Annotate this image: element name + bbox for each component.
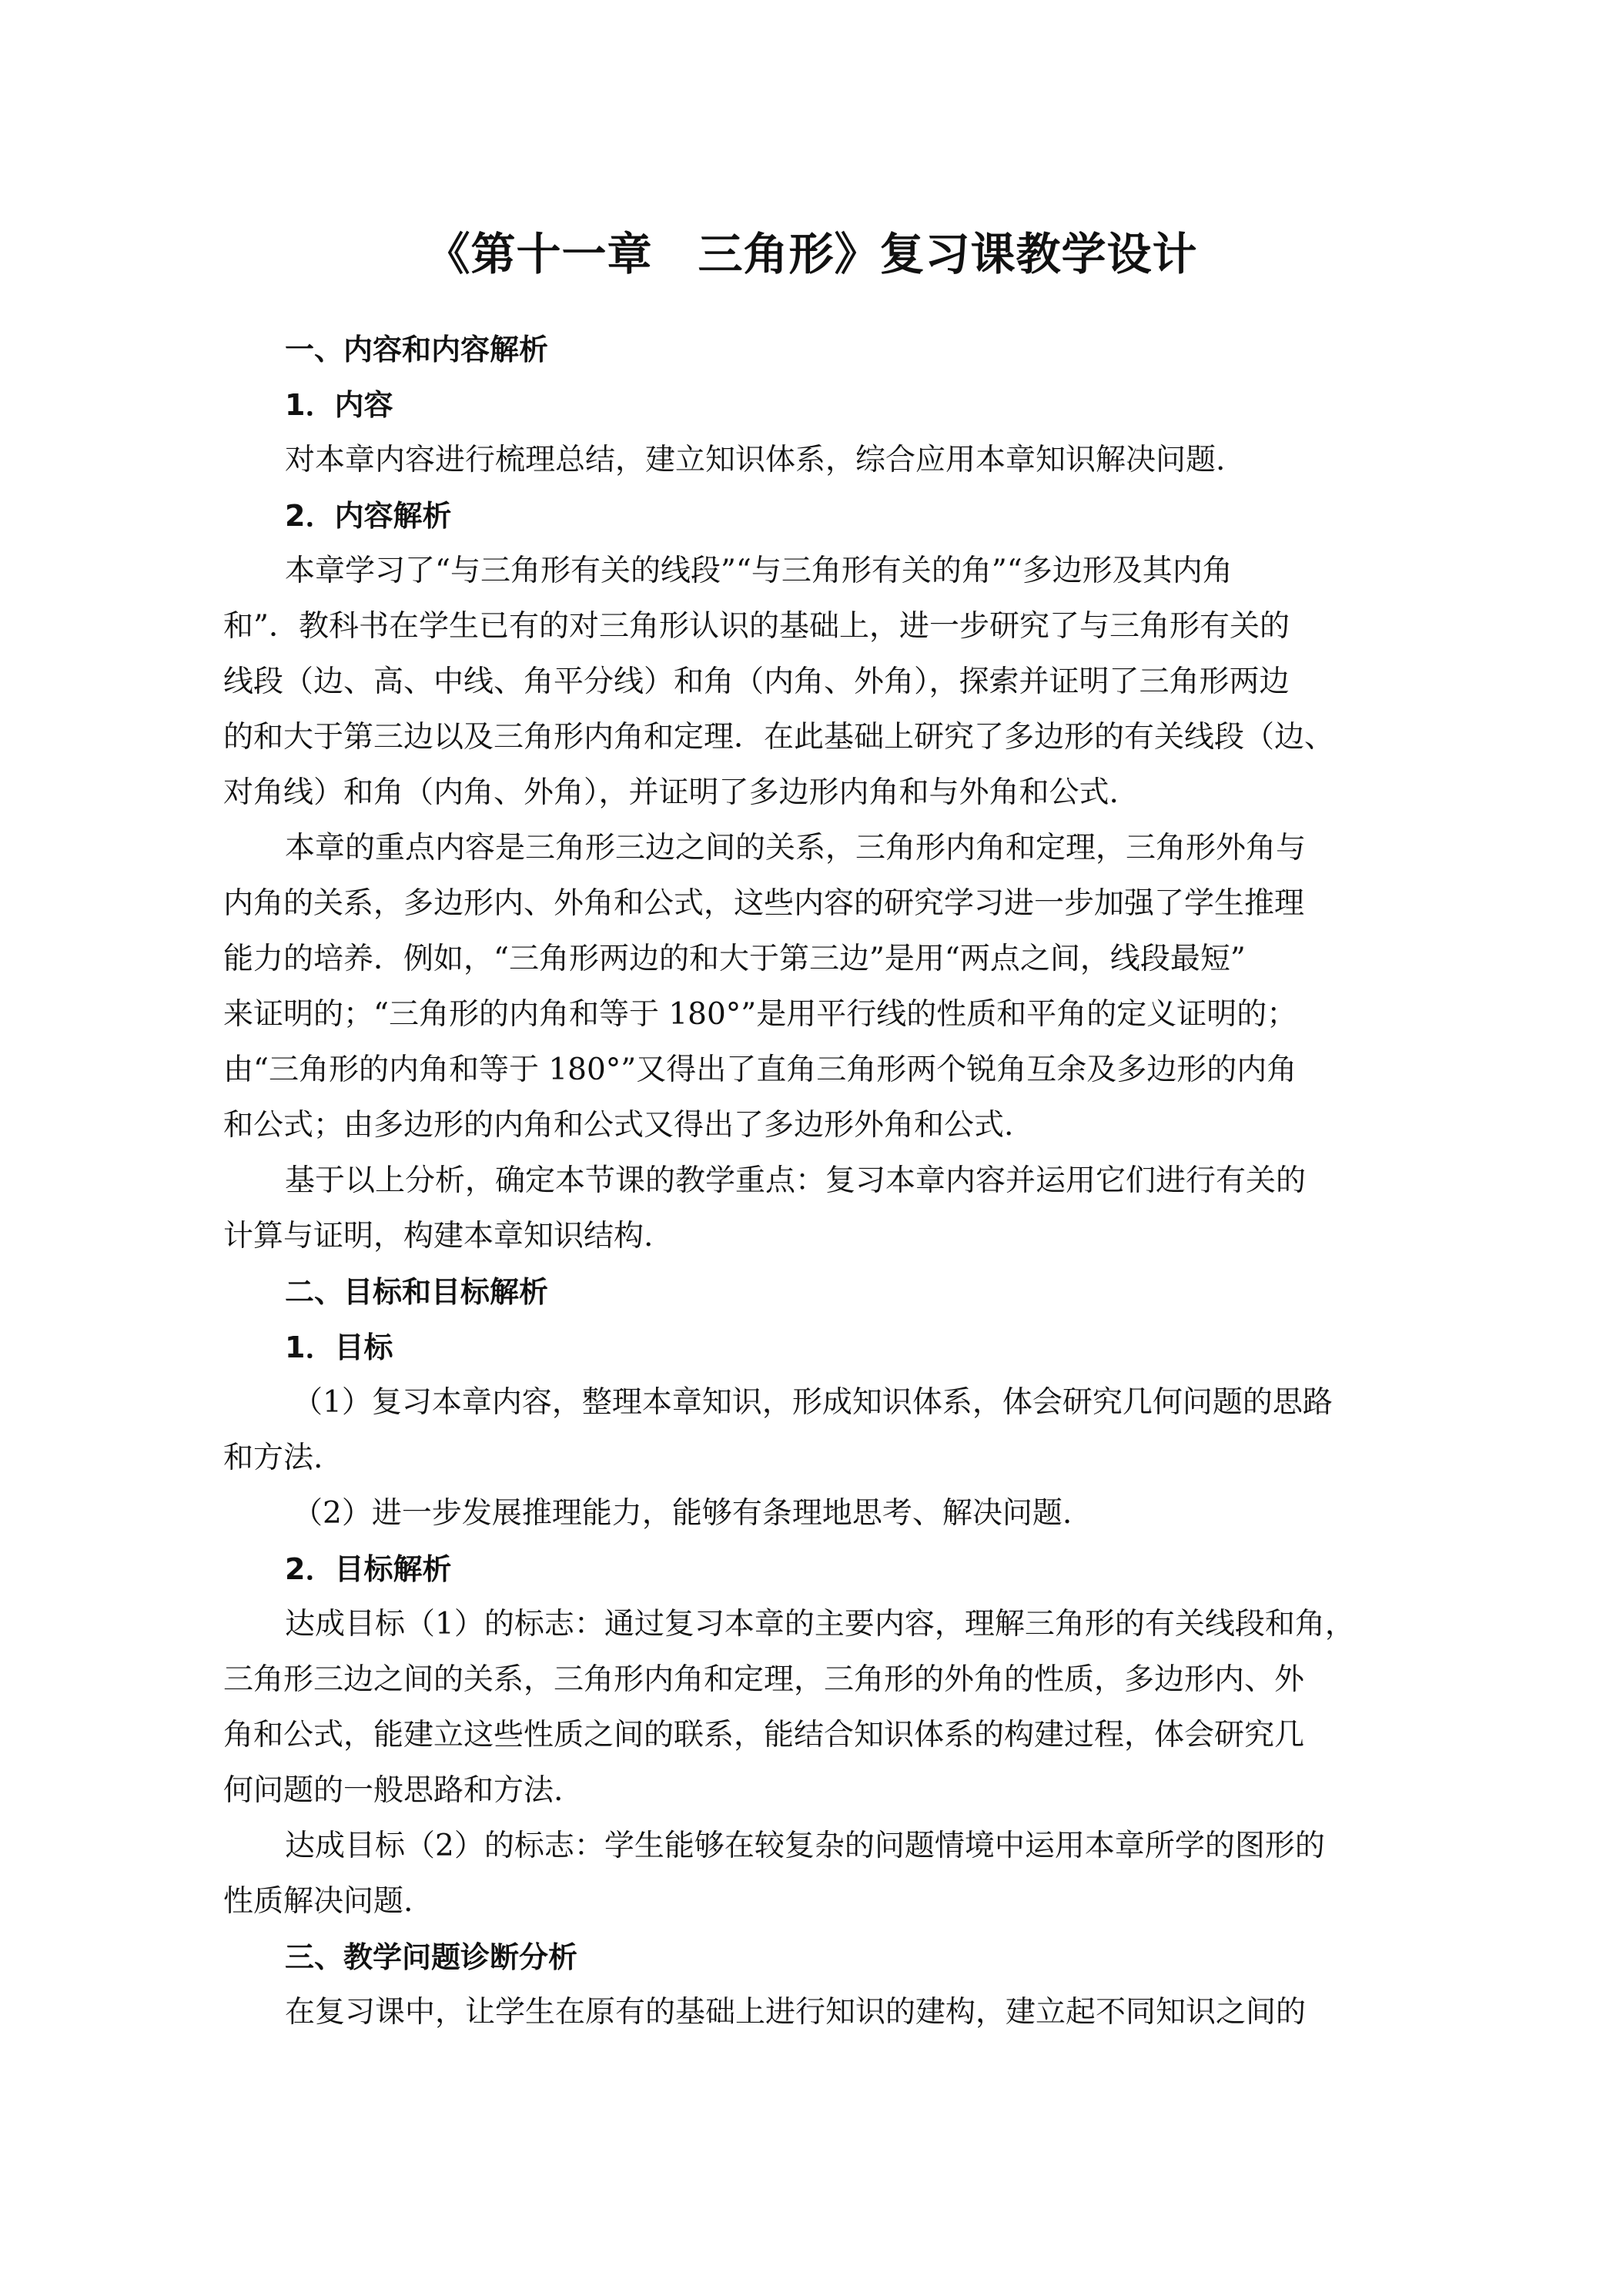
paragraph-line: 和方法. xyxy=(223,1441,323,1475)
paragraph-line: 角和公式，能建立这些性质之间的联系，能结合知识体系的构建过程，体会研究几 xyxy=(223,1718,1305,1752)
section-heading-1: 一、内容和内容解析 xyxy=(285,333,549,366)
paragraph-line: 对本章内容进行梳理总结，建立知识体系，综合应用本章知识解决问题. xyxy=(285,443,1226,477)
paragraph-line: 内角的关系，多边形内、外角和公式，这些内容的研究学习进一步加强了学生推理 xyxy=(223,886,1305,921)
document-title: 《第十一章 三角形》复习课教学设计 xyxy=(425,228,1198,280)
paragraph-line: （1）复习本章内容，整理本章知识，形成知识体系，体会研究几何问题的思路 xyxy=(293,1385,1333,1420)
subsection-heading-1-2: 2．内容解析 xyxy=(285,499,452,533)
paragraph-line: 性质解决问题. xyxy=(223,1884,413,1919)
subsection-heading-2-1: 1．目标 xyxy=(285,1330,393,1364)
paragraph-line: 来证明的；“三角形的内角和等于 180°”是用平行线的性质和平角的定义证明的； xyxy=(223,997,1297,1032)
paragraph-line: 和”．教科书在学生已有的对三角形认识的基础上，进一步研究了与三角形有关的 xyxy=(223,609,1290,644)
paragraph-line: 本章学习了“与三角形有关的线段”“与三角形有关的角”“多边形及其内角 xyxy=(285,554,1233,588)
paragraph-line: 本章的重点内容是三角形三边之间的关系，三角形内角和定理，三角形外角与 xyxy=(285,831,1307,865)
paragraph-line: 达成目标（1）的标志：通过复习本章的主要内容，理解三角形的有关线段和角， xyxy=(285,1607,1355,1642)
paragraph-line: （2）进一步发展推理能力，能够有条理地思考、解决问题. xyxy=(293,1496,1073,1531)
paragraph-line: 能力的培养．例如，“三角形两边的和大于第三边”是用“两点之间，线段最短” xyxy=(223,942,1246,976)
paragraph-line: 达成目标（2）的标志：学生能够在较复杂的问题情境中运用本章所学的图形的 xyxy=(285,1829,1325,1863)
section-heading-3: 三、教学问题诊断分析 xyxy=(285,1940,578,1974)
section-heading-2: 二、目标和目标解析 xyxy=(285,1275,549,1309)
paragraph-line: 计算与证明，构建本章知识结构. xyxy=(223,1219,654,1253)
subsection-heading-2-2: 2．目标解析 xyxy=(285,1552,452,1586)
paragraph-line: 在复习课中，让学生在原有的基础上进行知识的建构，建立起不同知识之间的 xyxy=(285,1995,1307,2030)
paragraph-line: 和公式；由多边形的内角和公式又得出了多边形外角和公式. xyxy=(223,1108,1014,1143)
paragraph-line: 对角线）和角（内角、外角），并证明了多边形内角和与外角和公式. xyxy=(223,775,1119,810)
subsection-heading-1-1: 1．内容 xyxy=(285,388,393,422)
paragraph-line: 基于以上分析，确定本节课的教学重点：复习本章内容并运用它们进行有关的 xyxy=(285,1163,1307,1198)
paragraph-line: 由“三角形的内角和等于 180°”又得出了直角三角形两个锐角互余及多边形的内角 xyxy=(223,1053,1297,1087)
paragraph-line: 何问题的一般思路和方法. xyxy=(223,1773,564,1808)
paragraph-line: 三角形三边之间的关系，三角形内角和定理，三角形的外角的性质，多边形内、外 xyxy=(223,1662,1305,1697)
paragraph-line: 的和大于第三边以及三角形内角和定理．在此基础上研究了多边形的有关线段（边、 xyxy=(223,720,1335,755)
paragraph-line: 线段（边、高、中线、角平分线）和角（内角、外角），探索并证明了三角形两边 xyxy=(223,664,1290,699)
